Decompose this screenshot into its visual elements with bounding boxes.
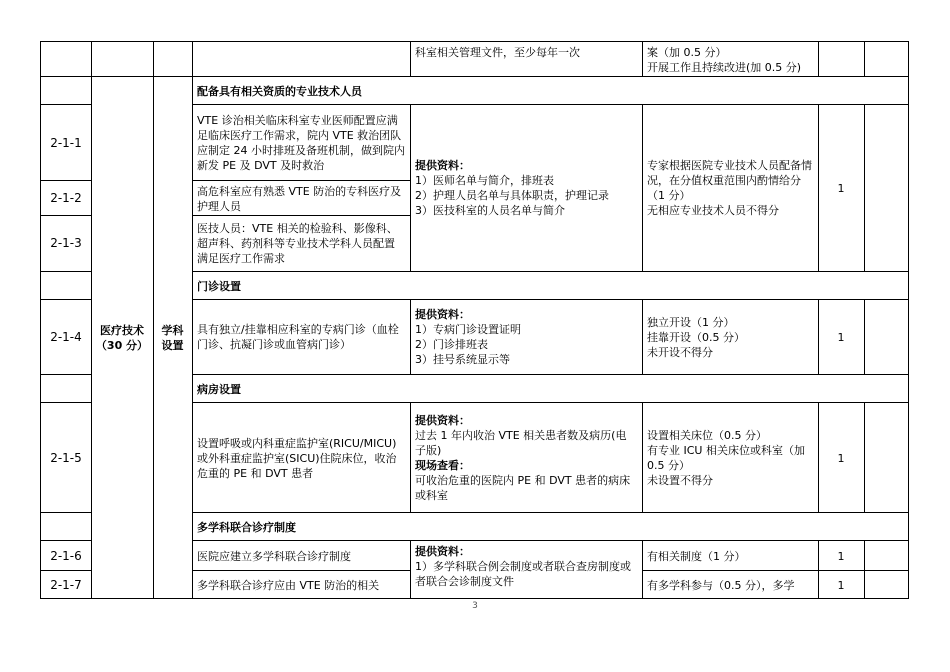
item-content: 设置呼吸或内科重症监护室(RICU/MICU)或外科重症监护室(SICU)住院床位，收治危重的 PE 和 DVT 患者 xyxy=(197,436,397,480)
table-border xyxy=(192,41,193,599)
scoring-cell xyxy=(642,105,818,271)
table-border xyxy=(818,104,819,272)
category-points: （30 分） xyxy=(95,339,149,352)
score-cell: 1 xyxy=(837,549,845,563)
table-border xyxy=(908,41,909,599)
table-border xyxy=(40,215,91,216)
scoring-cell xyxy=(642,300,818,374)
scoring-line: 有专业 ICU 相关床位或科室（加 0.5 分） xyxy=(647,444,805,472)
table-border xyxy=(818,540,819,599)
item-content: VTE 诊治相关临床科室专业医师配置应满足临床医疗工作需求，院内 VTE 救治团队应制定 24 小时排班及备班机制，做到院内新发 PE 及 DVT 及时救治 xyxy=(197,114,405,172)
item-code: 2-1-7 xyxy=(50,577,82,592)
table-border xyxy=(192,104,909,105)
scoring-line: 未开设不得分 xyxy=(647,345,713,359)
material-text: 过去 1 年内收治 VTE 相关患者数及病历(电子版) xyxy=(415,429,627,457)
item-code: 2-1-5 xyxy=(50,450,82,465)
subcategory-line: 学科 xyxy=(161,324,184,337)
material-title: 提供资料： xyxy=(415,308,470,321)
section-header: 配备具有相关资质的专业技术人员 xyxy=(197,84,362,98)
item-content: 医院应建立多学科联合诊疗制度 xyxy=(197,549,351,563)
table-border xyxy=(818,402,819,513)
material-item: 3）挂号系统显示等 xyxy=(415,353,510,366)
section-header: 病房设置 xyxy=(197,382,241,396)
scoring-cell xyxy=(642,403,818,513)
item-content: 医技人员：VTE 相关的检验科、影像科、超声科、药剂科等专业技术学科人员配置满足医疗工作需求 xyxy=(197,222,398,265)
table-border xyxy=(410,41,411,77)
table-border xyxy=(642,402,643,513)
subcategory-line: 设置 xyxy=(161,339,184,352)
table-border xyxy=(818,299,819,375)
scoring-cell: 有多学科参与（0.5 分），多学 xyxy=(647,578,795,592)
table-border xyxy=(410,299,411,375)
material-item: 2）护理人员名单与具体职责，护理记录 xyxy=(415,189,609,202)
table-border xyxy=(192,180,410,181)
material-item: 1）医师名单与简介，排班表 xyxy=(415,174,554,187)
table-border xyxy=(642,570,909,571)
table-border xyxy=(192,271,909,272)
onsite-text: 可收治危重的医院内 PE 和 DVT 患者的病床或科室 xyxy=(415,474,631,502)
scoring-cell: 有相关制度（1 分） xyxy=(647,549,746,563)
table-border xyxy=(192,215,410,216)
table-border xyxy=(40,41,41,599)
item-content: 高危科室应有熟悉 VTE 防治的专科医疗及护理人员 xyxy=(197,184,402,213)
table-border xyxy=(40,374,91,375)
section-header: 门诊设置 xyxy=(197,279,241,293)
table-border xyxy=(410,104,411,272)
table-border xyxy=(192,512,909,513)
table-border xyxy=(642,540,643,599)
material-text: 1）多学科联合例会制度或者联合查房制度或者联合会诊制度文件 xyxy=(415,560,631,588)
table-border xyxy=(192,299,909,300)
table-border xyxy=(864,41,865,77)
item-code: 2-1-3 xyxy=(50,236,82,250)
item-code: 2-1-2 xyxy=(50,191,82,205)
table-border xyxy=(864,402,865,513)
item-code: 2-1-1 xyxy=(50,135,82,150)
table-border xyxy=(864,104,865,272)
category-cell xyxy=(91,77,153,599)
item-content: 多学科联合诊疗应由 VTE 防治的相关 xyxy=(197,578,380,592)
table-border xyxy=(192,540,909,541)
scoring-line: 案（加 0.5 分） xyxy=(647,46,727,59)
scoring-line: 开展工作且持续改进(加 0.5 分) xyxy=(647,61,802,74)
table-border xyxy=(410,402,411,513)
table-border xyxy=(40,271,91,272)
category-name: 医疗技术 xyxy=(100,324,144,337)
section-header: 多学科联合诊疗制度 xyxy=(197,520,296,534)
item-content: 具有独立/挂靠相应科室的专病门诊（血栓门诊、抗凝门诊或血管病门诊） xyxy=(197,323,399,351)
subcategory-cell xyxy=(153,77,192,599)
score-cell: 1 xyxy=(837,181,845,195)
scoring-line: 专家根据医院专业技术人员配备情况，在分值权重范围内酌情给分（1 分） xyxy=(647,159,812,202)
item-code: 2-1-4 xyxy=(50,329,82,344)
scoring-line: 未设置不得分 xyxy=(647,474,713,487)
table-border xyxy=(192,402,909,403)
table-border xyxy=(192,374,909,375)
material-cell xyxy=(410,300,642,374)
material-item: 2）门诊排班表 xyxy=(415,338,488,351)
table-border xyxy=(642,104,643,272)
score-cell: 1 xyxy=(837,330,845,344)
table-border xyxy=(40,540,91,541)
material-item: 1）专病门诊设置证明 xyxy=(415,323,521,336)
table-border xyxy=(40,402,91,403)
material-title: 提供资料： xyxy=(415,159,470,172)
material-item: 3）医技科室的人员名单与简介 xyxy=(415,204,565,217)
table-border xyxy=(642,299,643,375)
material-cell xyxy=(410,105,642,271)
score-cell: 1 xyxy=(837,451,845,465)
scoring-cell xyxy=(642,42,818,76)
table-border xyxy=(40,598,909,599)
material-cell xyxy=(410,541,642,599)
table-border xyxy=(192,570,410,571)
table-border xyxy=(864,540,865,599)
onsite-title: 现场查看： xyxy=(415,459,470,472)
table-border xyxy=(40,299,91,300)
table-border xyxy=(40,512,91,513)
scoring-line: 独立开设（1 分） xyxy=(647,315,735,329)
material-title: 提供资料： xyxy=(415,414,470,427)
material-cell xyxy=(410,403,642,513)
page-number: 3 xyxy=(472,601,478,611)
table-border xyxy=(864,299,865,375)
table-border xyxy=(91,41,92,599)
table-border xyxy=(40,41,909,42)
table-border xyxy=(40,104,91,105)
material-cell: 科室相关管理文件，至少每年一次 xyxy=(415,46,580,59)
table-border xyxy=(153,41,154,599)
table-border xyxy=(40,76,909,77)
material-title: 提供资料： xyxy=(415,545,470,558)
score-cell: 1 xyxy=(837,578,845,592)
scoring-line: 设置相关床位（0.5 分） xyxy=(647,429,767,442)
table-border xyxy=(40,180,91,181)
table-border xyxy=(40,570,91,571)
table-border xyxy=(410,540,411,599)
scoring-line: 挂靠开设（0.5 分） xyxy=(647,330,745,344)
scoring-line: 无相应专业技术人员不得分 xyxy=(647,204,779,217)
table-border xyxy=(818,41,819,77)
table-border xyxy=(642,41,643,77)
item-code: 2-1-6 xyxy=(50,548,82,563)
